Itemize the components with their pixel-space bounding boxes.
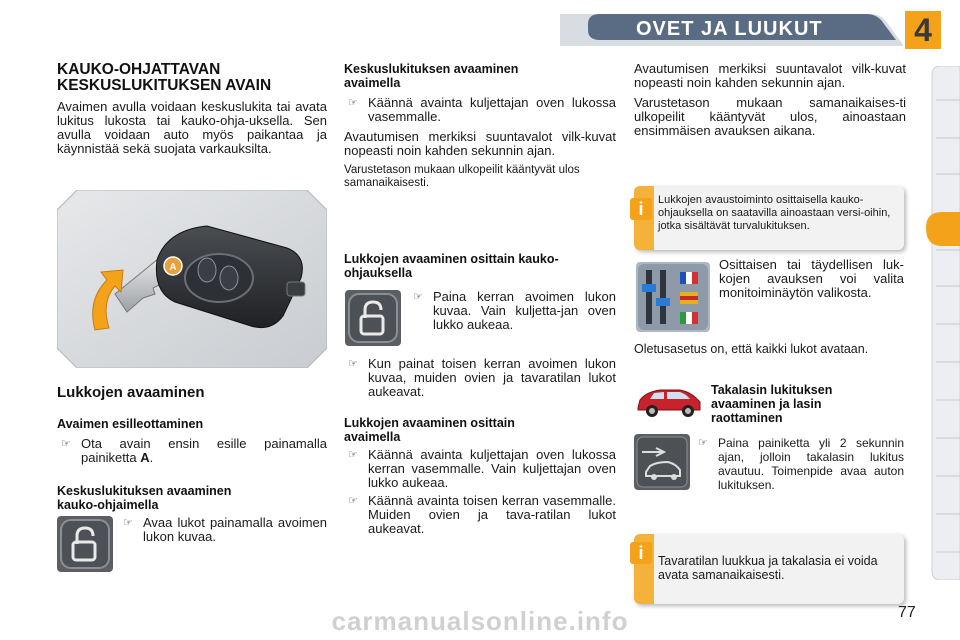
s1-title-line-2: avaimella [344, 76, 401, 90]
default-text: Oletusasetus on, että kaikki lukot avataan. [634, 342, 869, 356]
car-key-icon [634, 434, 690, 490]
info-box-partial-unlock-text: Lukkojen avaustoiminto osittaisella kauko-ohjauksella on saatavilla ainoastaan versi-oihin, jotka sisältävät turvalukituksen. [658, 194, 891, 232]
s2-bullet1-container [409, 290, 616, 332]
column-right [634, 62, 906, 138]
default-text-container [634, 342, 906, 356]
bullet-key-out-end: . [149, 450, 154, 465]
section-title-opening: Lukkojen avaaminen [57, 384, 205, 401]
section-partial-key [344, 416, 616, 536]
info-box-tailgate-text: Tavaratilan luukkua ja takalasia ei voida avata samanaikaisesti. [658, 554, 878, 582]
pointing-hand-icon: ☞ [413, 291, 423, 303]
rear-bullet-text: Paina painiketta yli 2 sekunnin ajan, jolloin takalasin lukitus avautuu. Toimenpide avaa auton lukituksen. [718, 436, 904, 492]
s1-paragraph: Avautumisen merkiksi suuntavalot vilk-kuvat nopeasti noin kahden sekunnin ajan. [344, 129, 616, 158]
bullet-key-out-text: Ota avain ensin esille painamalla painiketta [81, 436, 327, 465]
rear-title-container [711, 383, 901, 425]
section-partial-remote [344, 252, 616, 280]
s1-title-line-1: Keskuslukituksen avaaminen [344, 62, 519, 76]
watermark: carmanualsonline.info [331, 606, 629, 636]
column-left-lower [57, 385, 327, 512]
sub-title-remote-line-1: Keskuslukituksen avaaminen [57, 484, 232, 498]
settings-sliders-icon [636, 262, 710, 332]
column-left [57, 62, 327, 156]
open-padlock-icon [57, 516, 113, 572]
pointing-hand-icon: ☞ [348, 449, 358, 461]
pointing-hand-icon: ☞ [348, 358, 358, 370]
c3-paragraph-1: Avautumisen merkiksi suuntavalot vilk-kuvat nopeasti noin kahden sekunnin ajan. [634, 61, 906, 90]
c3-paragraph-2: Varustetason mukaan samanaikaises-ti ulkopeilit kääntyvät ulos, ainoastaan ensimmäisen avauksen aikana. [634, 95, 906, 138]
key-label-a: A [169, 262, 177, 273]
chapter-title: OVET JA LUUKUT [636, 18, 823, 40]
bullet-remote [119, 516, 327, 544]
s3-bullet-2 [344, 494, 616, 536]
s1-bullet [344, 96, 616, 124]
rear-title-line-1: Takalasin lukituksen [711, 383, 833, 397]
pointing-hand-icon: ☞ [348, 97, 358, 109]
s2-title-line-2: ohjauksella [344, 266, 413, 280]
menu-text-container [719, 258, 904, 300]
bullet-remote-text: Avaa lukot painamalla avoimen lukon kuvaa. [143, 515, 327, 544]
info-icon: i [630, 542, 652, 564]
s2-bullet2-container [344, 357, 616, 399]
s2-bullet-2-text: Kun painat toisen kerran avoimen lukon kuvaa, muiden ovien ja tavaratilan lukot aukeavat. [368, 356, 616, 399]
s3-bullet-1 [344, 448, 616, 490]
rear-title-line-3: raottaminen [711, 411, 783, 425]
pointing-hand-icon: ☞ [123, 517, 133, 529]
chapter-side-tabs [926, 66, 960, 580]
main-title-line-1: KAUKO-OHJATTAVAN [57, 61, 221, 78]
sub-title-key-out: Avaimen esilleottaminen [57, 417, 204, 431]
intro-text: Avaimen avulla voidaan keskuslukita tai avata lukitus lukosta tai kauko-ohja-uksella. Sen avulla voidaan auto myös paikantaa ja käynnistää sekä suojata varkauksilta. [57, 99, 327, 156]
s3-title-line-1: Lukkojen avaaminen osittain [344, 416, 515, 430]
s3-bullet-2-text: Käännä avainta toisen kerran vasemmalle. Muiden ovien ja tava-ratilan lukot aukeavat. [368, 493, 616, 536]
remote-key-image [57, 190, 327, 368]
pointing-hand-icon: ☞ [61, 438, 71, 450]
bullet-remote-container [119, 516, 327, 544]
page-number: 77 [898, 604, 916, 621]
chapter-number: 4 [914, 12, 932, 48]
rear-bullet-container [694, 436, 904, 492]
info-box-partial-unlock [634, 186, 904, 250]
sub-title-remote-line-2: kauko-ohjaimella [57, 498, 159, 512]
s2-bullet-2 [344, 357, 616, 399]
s1-small-note: Varustetason mukaan ulkopeilit kääntyvät ulos samanaikaisesti. [344, 164, 580, 189]
column-middle [344, 62, 616, 190]
s2-bullet-1-text: Paina kerran avoimen lukon kuvaa. Vain kuljetta-jan oven lukko aukeaa. [433, 289, 616, 332]
pointing-hand-icon: ☞ [698, 437, 708, 449]
s1-bullet-text: Käännä avainta kuljettajan oven lukossa vasemmalle. [368, 95, 616, 124]
s3-bullet-1-text: Käännä avainta kuljettajan oven lukossa kerran vasemmalle. Vain kuljettajan oven lukko aukeaa. [368, 447, 616, 490]
rear-title-line-2: avaaminen ja lasin [711, 397, 822, 411]
bullet-key-out [57, 437, 327, 465]
s2-title-line-1: Lukkojen avaaminen osittain kauko- [344, 252, 559, 266]
s3-title-line-2: avaimella [344, 430, 401, 444]
info-icon: i [630, 198, 652, 220]
main-title-line-2: KESKUSLUKITUKSEN AVAIN [57, 77, 272, 94]
s2-bullet-1 [409, 290, 616, 332]
pointing-hand-icon: ☞ [348, 495, 358, 507]
red-car-icon [634, 384, 704, 420]
menu-text: Osittaisen tai täydellisen luk-kojen avauksen voi valita monitoiminäytön valikosta. [719, 257, 904, 300]
bullet-key-out-bold: A [140, 450, 150, 465]
info-box-tailgate [634, 534, 904, 604]
open-padlock-icon [345, 290, 401, 346]
rear-bullet [694, 436, 904, 492]
